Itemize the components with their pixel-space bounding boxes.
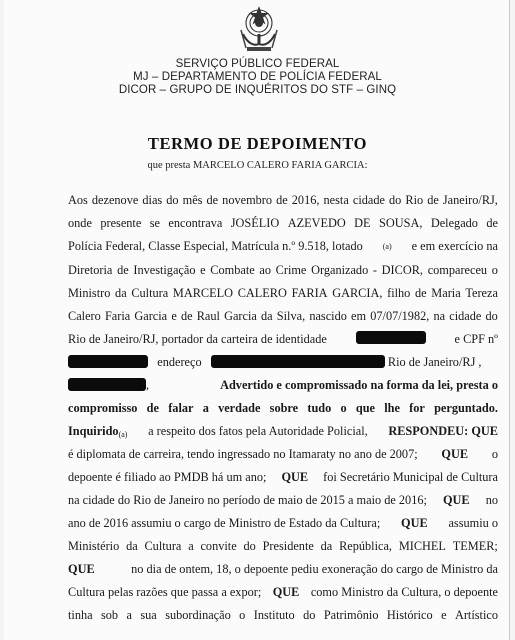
word: CALERO [237,286,287,300]
word: de [180,309,193,323]
word: e [171,309,177,323]
word: Delegado [430,216,478,230]
respondeu-text: RESPONDEU: QUE [388,424,498,438]
redaction-block [356,331,426,344]
word: Aos [68,193,88,207]
body-line-9 [68,377,498,394]
word: Faria [104,309,131,323]
word: Garcia [134,309,168,323]
word: que [355,401,375,415]
word: perguntado. [434,401,498,415]
body-line-15: ano de 2016 assumiu o cargo de Ministro de Estado da Cultura; QUE assumiu o [68,516,498,530]
word: Raul [196,309,220,323]
word: onde [68,216,92,230]
word: compareceu [427,263,488,277]
word: dezenove [91,193,139,207]
word: a [202,401,209,415]
document-title: TERMO DE DEPOIMENTO [147,134,368,153]
body-line-3 [68,238,498,255]
word: do [485,309,498,323]
word: na [433,309,446,323]
word: Presidente [262,539,314,553]
word: Janeiro/RJ, [442,193,498,207]
word: de [415,286,427,300]
word: for [409,401,425,415]
body-line-3-words: Polícia Federal, Classe Especial, Matrícula n.º 9.518, lotado [68,239,363,253]
body-line-9-bold: Advertido e compromissado na forma da lei, presta o [220,378,498,392]
word: Combate [210,263,255,277]
que-marker: QUE [442,493,470,507]
body-line-10 [68,400,498,417]
word: Crime [275,263,307,277]
word: da [320,539,333,553]
word: sob [101,608,119,622]
word: Investigação [133,263,196,277]
word: DE [354,216,371,230]
word: sobre [269,401,299,415]
word: presente [100,216,142,230]
que-marker: QUE [401,516,428,530]
body-line-11-words: a respeito dos fatos pela Autoridade Policial, [148,424,368,438]
word: Ministério [68,539,120,553]
que-marker: QUE [441,447,469,461]
body-line-13: depoente é filiado ao PMDB há um ano; QUE foi Secretário Municipal de Cultura [68,470,498,484]
word: ao [259,263,271,277]
word: Silva, [276,309,306,323]
word: de [486,216,498,230]
word: Cultura [144,539,182,553]
word: o [491,263,498,277]
word: e [441,608,447,622]
word: subordinação [165,608,231,622]
inquirido-group: Inquirido$_{(a)}$ [68,424,128,439]
word: do [389,193,402,207]
body-line-14: na cidade do Rio de Janeiro no período de maio de 2015 a maio de 2016; QUE no [68,493,498,507]
word: MICHEL [398,539,446,553]
word: tudo [307,401,332,415]
word: encontrava [168,216,223,230]
word: a [188,539,194,553]
redaction-block [68,378,146,391]
brasao-seal-icon [238,4,280,54]
word: Garcia [224,309,257,323]
word: falar [168,401,194,415]
word: a [126,608,132,622]
word: nascido [309,309,347,323]
word: GARCIA, [332,286,383,300]
word: 2016, [291,193,320,207]
word: Calero [68,309,101,323]
body-line-12: é diplomata de carreira, tendo ingressado no Itamaraty no ano de 2007; QUE o [68,447,498,461]
body-line-7 [68,331,498,348]
word: o [340,401,347,415]
body-line-2 [68,215,498,232]
word: Diretoria [68,263,113,277]
word: cidade [449,309,482,323]
word: convite [200,539,237,553]
word: tinha [68,608,93,622]
word: de [117,263,129,277]
word: da [115,286,127,300]
redaction-group: , [68,377,149,394]
word: de [276,193,288,207]
word: Tereza [465,286,498,300]
word: de [146,401,159,415]
word: cidade [352,193,385,207]
word: dias [142,193,163,207]
word: Artístico [454,608,498,622]
word: de [206,193,219,207]
word: sua [140,608,157,622]
word: do [243,539,256,553]
body-line-8 [68,354,498,371]
word: Cultura [131,286,169,300]
body-line-12-words: é diplomata de carreira, tendo ingressado no Itamaraty no ano de 2007; [68,447,418,461]
word: DICOR, [381,263,424,277]
subscript-a: (a) [382,242,392,251]
que-marker: QUE [68,562,95,576]
body-line-18: Cultura pelas razões que passa a expor; QUE como Ministro da Cultura, o depoente [68,585,498,599]
header-line-2: MJ – DEPARTAMENTO DE POLÍCIA FEDERAL [133,71,382,83]
word: Patrimônio [323,608,379,622]
word: - [372,263,377,277]
word: do [303,608,316,622]
word: compromisso [68,401,138,415]
word: Organizado [311,263,369,277]
word: mês [182,193,203,207]
body-line-19 [68,607,498,624]
body-line-17: QUE no dia de ontem, 18, o depoente pediu exoneração do cargo de Ministro da [68,562,498,576]
word: lhe [384,401,400,415]
word: nesta [323,193,349,207]
header-line-1: SERVIÇO PÚBLICO FEDERAL [175,58,340,70]
endereco-label: endereço [157,355,202,369]
word: SOUSA, [379,216,423,230]
redaction-block [68,355,148,368]
word: Maria [431,286,461,300]
body-line-11 [68,423,498,440]
city-text: Rio de Janeiro/RJ , [387,355,482,369]
word: se [149,216,160,230]
word: AZEVEDO [287,216,346,230]
word: do [166,193,179,207]
word: novembro [222,193,273,207]
body-line-16 [68,538,498,555]
que-marker: QUE [281,470,309,484]
word: Histórico [386,608,433,622]
header-line-3: DICOR – GRUPO DE INQUÉRITOS DO STF – GINQ [118,84,397,96]
word: República, [339,539,392,553]
body-line-7-tail: e CPF nº [454,332,498,346]
word: JOSÉLIO [230,216,280,230]
body-line-1 [68,192,498,209]
word: verdade [218,401,261,415]
word: TEMER; [452,539,498,553]
word: MARCELO [172,286,234,300]
word: e [200,263,206,277]
word: Rio [405,193,424,207]
body-line-3-tail: e em exercício na [411,239,498,253]
word: da [261,309,273,323]
document-subtitle: que presta MARCELO CALERO FARIA GARCIA: [147,160,368,171]
word: Ministro [68,286,111,300]
word: 07/07/1982, [370,309,430,323]
body-line-6 [68,308,498,325]
word: o [239,608,246,622]
redaction-block [211,355,385,368]
body-line-4 [68,262,498,279]
word: FARIA [291,286,328,300]
body-line-5 [68,285,498,302]
body-line-7-words: Rio de Janeiro/RJ, portador da carteira de identidade [68,332,327,346]
word: de [427,193,439,207]
word: Instituto [253,608,295,622]
word: da [126,539,138,553]
word: filho [387,286,411,300]
que-marker: QUE [272,585,300,599]
word: em [351,309,367,323]
